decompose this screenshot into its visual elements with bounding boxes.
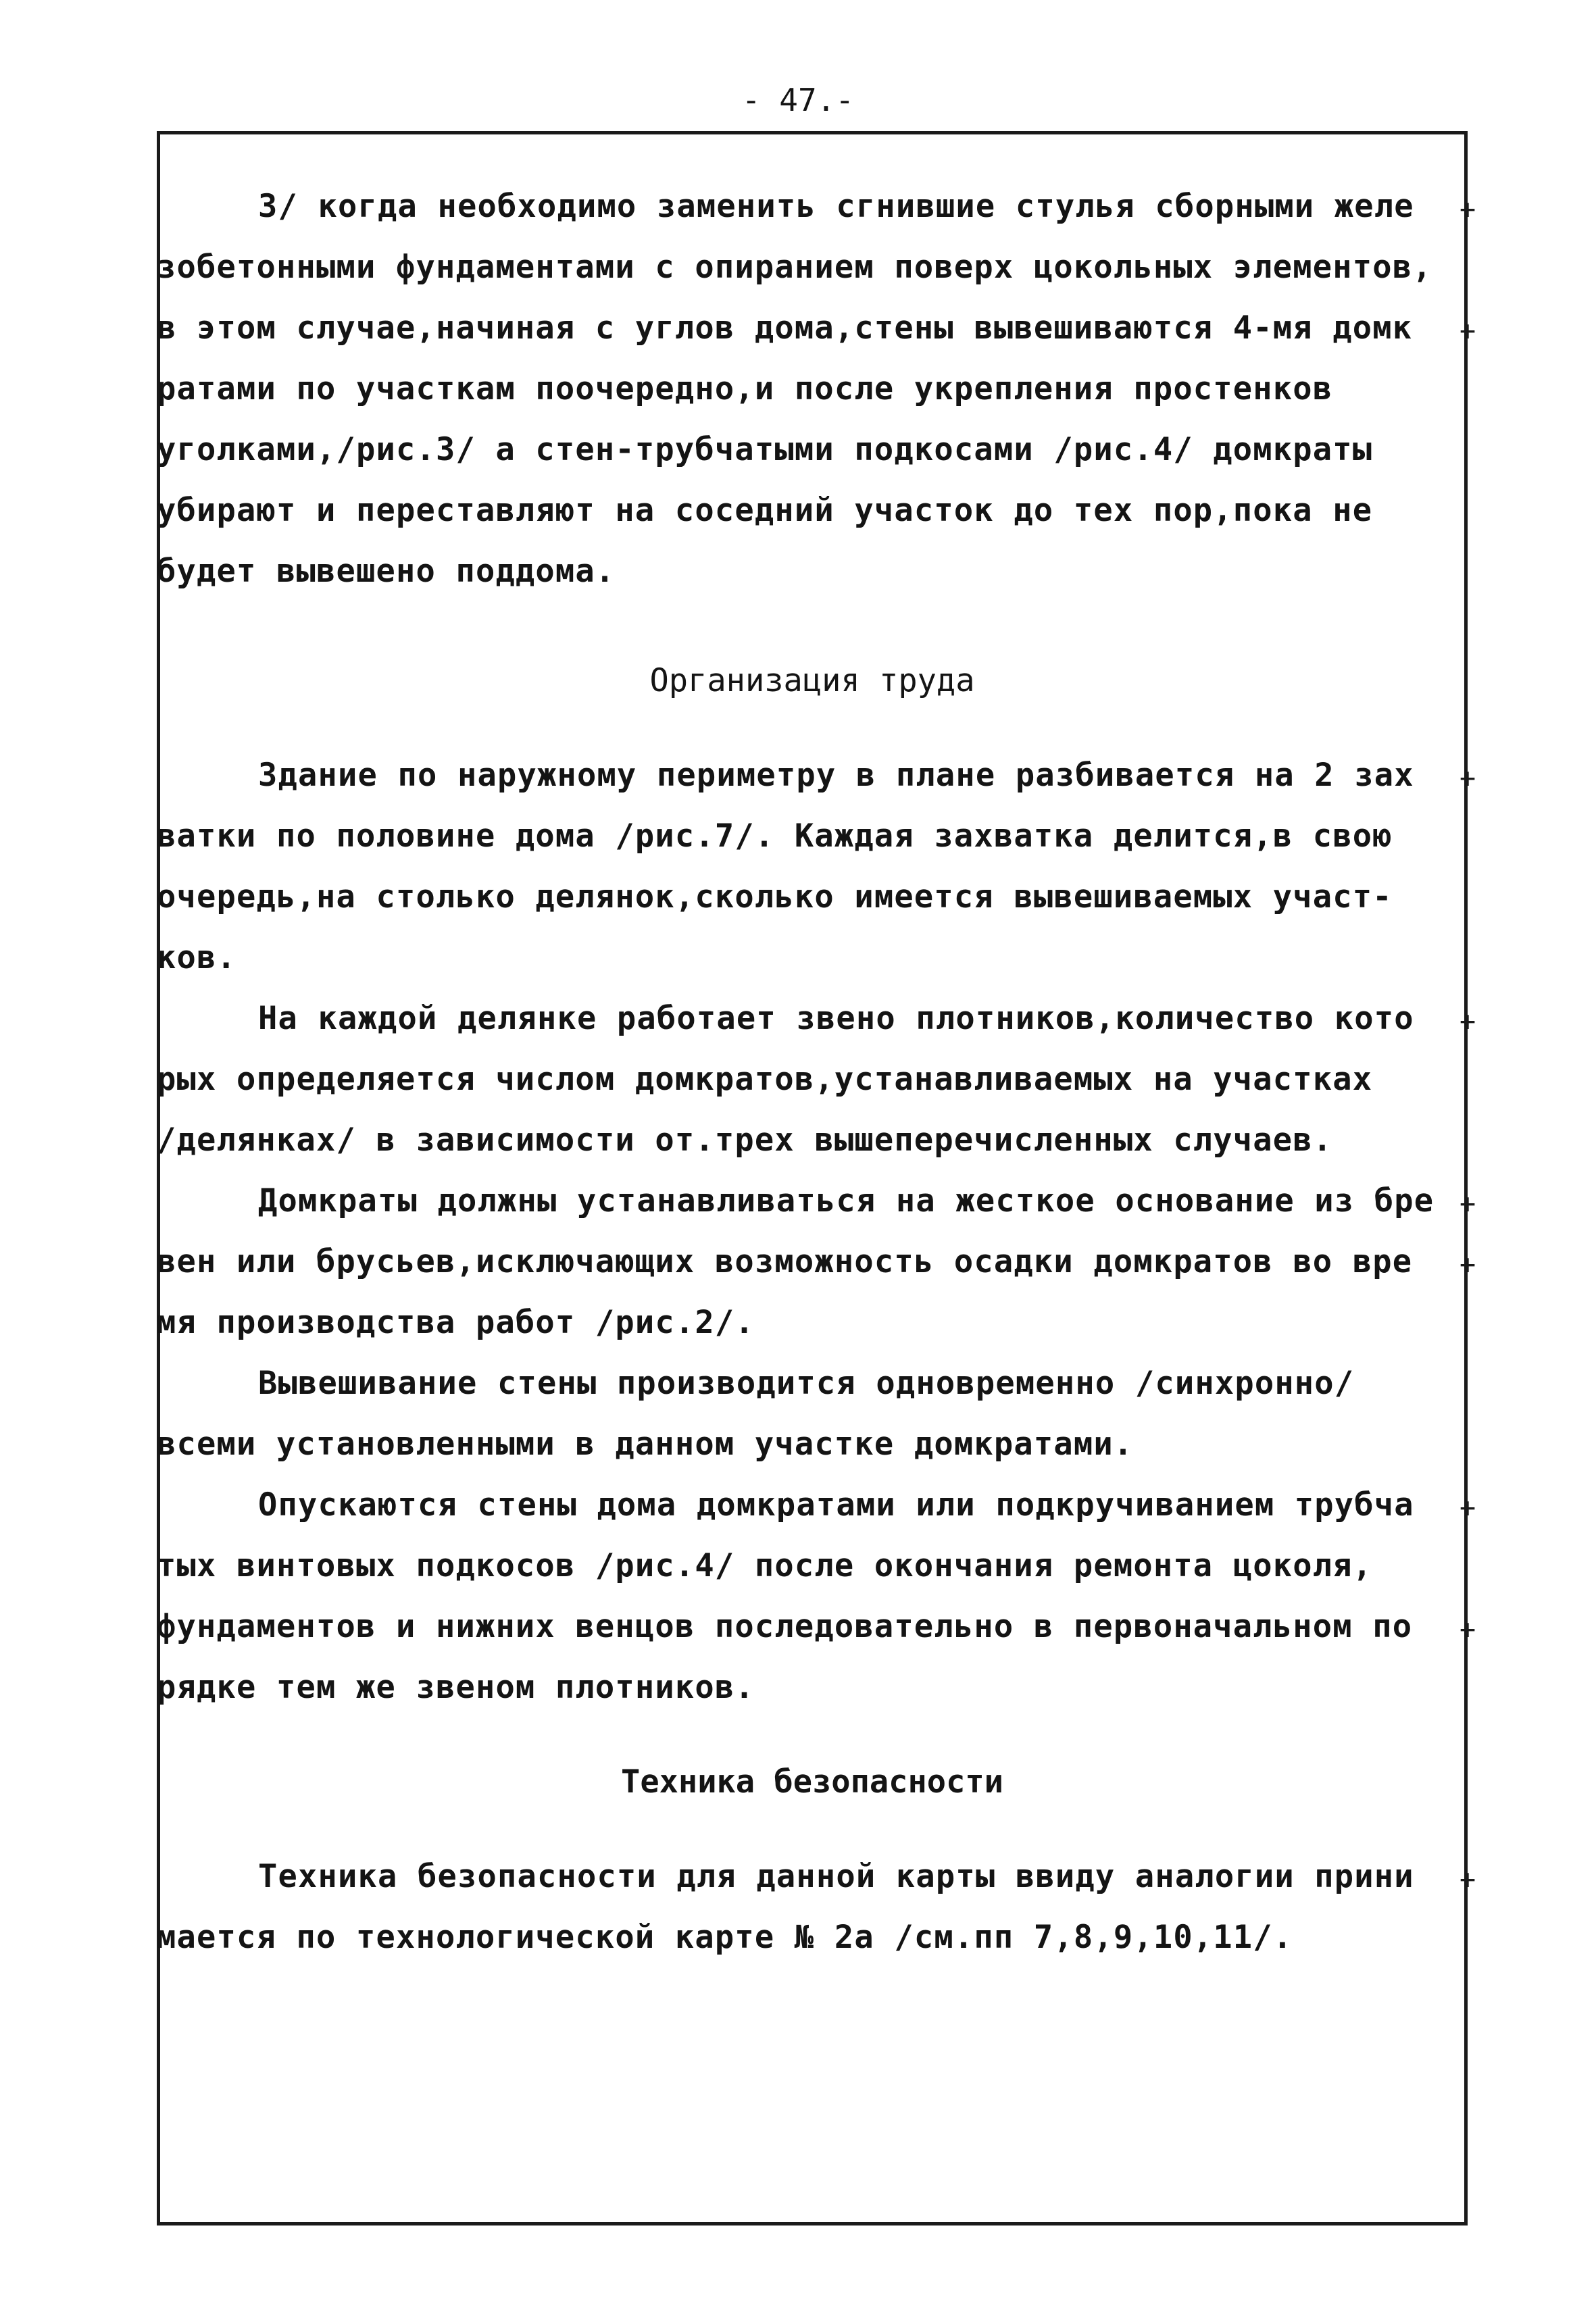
- text-line: уголками,/рис.3/ а стен-трубчатыми подкосами /рис.4/ домкраты: [157, 431, 1373, 468]
- text-line: Опускаются стены дома домкратами или подкручиванием трубча: [258, 1486, 1414, 1524]
- margin-tick-mark: +: [1460, 1614, 1476, 1645]
- text-line: зобетонными фундаментами с опиранием поверх цокольных элементов,: [157, 249, 1432, 286]
- margin-tick-mark: +: [1460, 194, 1476, 225]
- text-line: ратами по участкам поочередно,и после укрепления простенков: [157, 370, 1333, 407]
- text-line: будет вывешено поддома.: [157, 553, 616, 590]
- text-line: убирают и переставляют на соседний участок до тех пор,пока не: [157, 492, 1373, 529]
- text-line: Домкраты должны устанавливаться на жесткое основание из бре: [258, 1182, 1435, 1219]
- page-number: - 47.-: [741, 82, 855, 118]
- margin-tick-mark: +: [1460, 1006, 1476, 1037]
- text-line: /делянках/ в зависимости от.трех вышеперечисленных случаев.: [157, 1122, 1333, 1159]
- text-line: ков.: [157, 939, 236, 976]
- text-line: мя производства работ /рис.2/.: [157, 1304, 755, 1341]
- text-line: ватки по половине дома /рис.7/. Каждая захватка делится,в свою: [157, 818, 1393, 855]
- text-line: тых винтовых подкосов /рис.4/ после окончания ремонта цоколя,: [157, 1547, 1373, 1584]
- margin-tick-mark: +: [1460, 1492, 1476, 1524]
- text-line: в этом случае,начиная с углов дома,стены вывешиваются 4-мя домк: [157, 309, 1413, 347]
- margin-tick-mark: +: [1460, 1188, 1476, 1219]
- text-line: На каждой делянке работает звено плотников,количество кото: [258, 1000, 1414, 1037]
- margin-tick-mark: +: [1460, 316, 1476, 347]
- text-line: Вывешивание стены производится одновременно /синхронно/: [258, 1365, 1355, 1402]
- margin-tick-mark: +: [1460, 1249, 1476, 1280]
- text-line: рых определяется числом домкратов,устанавливаемых на участках: [157, 1061, 1373, 1098]
- text-line: 3/ когда необходимо заменить сгнившие стулья сборными желе: [258, 188, 1414, 225]
- text-line: вен или брусьев,исключающих возможность осадки домкратов во вре: [157, 1243, 1413, 1280]
- section-heading-safety: Техника безопасности: [621, 1763, 1003, 1801]
- margin-tick-mark: +: [1460, 763, 1476, 794]
- text-line: фундаментов и нижних венцов последовательно в первоначальном по: [157, 1608, 1413, 1645]
- text-line: Здание по наружному периметру в плане разбивается на 2 зах: [258, 757, 1414, 794]
- text-line: рядке тем же звеном плотников.: [157, 1669, 755, 1706]
- text-line: всеми установленными в данном участке домкратами.: [157, 1426, 1134, 1463]
- section-heading-organization: Организация труда: [649, 662, 975, 699]
- text-line: мается по технологической карте № 2а /см.пп 7,8,9,10,11/.: [157, 1919, 1293, 1956]
- text-line: Техника безопасности для данной карты ввиду аналогии прини: [258, 1858, 1414, 1895]
- margin-tick-mark: +: [1460, 1864, 1476, 1895]
- text-line: очередь,на столько делянок,сколько имеется вывешиваемых участ-: [157, 878, 1393, 915]
